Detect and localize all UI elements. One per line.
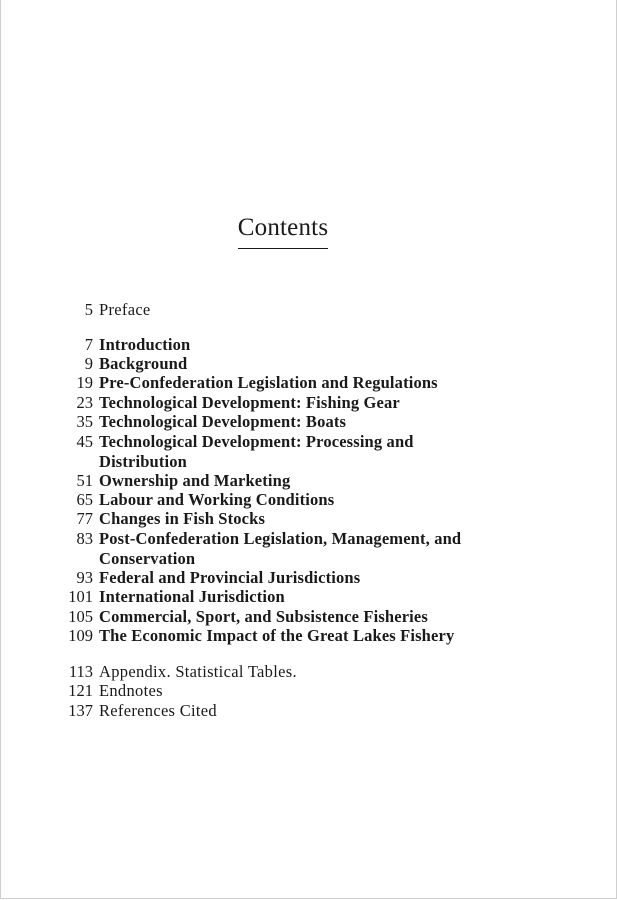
toc-entry-label: Pre-Confederation Legislation and Regulations [99,373,438,392]
toc-page-number: 35 [76,412,93,431]
toc-entry-label: Endnotes [99,681,163,700]
toc-page-number: 121 [68,681,93,700]
page-title: Contents [237,214,329,241]
toc-entry-label: Background [99,354,188,373]
toc-page-number: 101 [68,587,93,606]
toc-entry-label: International Jurisdiction [99,587,285,606]
toc-page-number: 51 [76,471,93,490]
toc-page-number: 93 [76,568,93,587]
toc-entry-label: Post-Confederation Legislation, Management, and Conservation [99,529,462,568]
table-of-contents [1,0,617,900]
toc-page-number: 83 [76,529,93,548]
toc-entry-label: Preface [99,300,151,319]
toc-page-number: 137 [68,701,93,720]
toc-page-number: 77 [76,509,93,528]
toc-page-number: 45 [76,432,93,451]
toc-entry-label: The Economic Impact of the Great Lakes Fishery [99,626,455,645]
toc-page-number: 109 [68,626,93,645]
toc-entry-label: Technological Development: Fishing Gear [99,393,400,412]
toc-page-number: 65 [76,490,93,509]
toc-page-number: 7 [84,335,93,354]
toc-page-number: 113 [68,662,93,681]
toc-page-number: 5 [84,300,93,319]
toc-page-number: 23 [76,393,93,412]
toc-page-number: 9 [84,354,93,373]
toc-entry-label: Commercial, Sport, and Subsistence Fisheries [99,607,428,626]
toc-entry-label: Labour and Working Conditions [99,490,335,509]
toc-entry-label: Technological Development: Processing and Distribution [99,432,414,471]
toc-entry-label: Introduction [99,335,191,354]
toc-entry-label: Appendix. Statistical Tables. [99,662,297,681]
toc-entry-label: Changes in Fish Stocks [99,509,266,528]
toc-entry-label: Federal and Provincial Jurisdictions [99,568,361,587]
toc-page-number: 19 [76,373,93,392]
toc-entry-label: References Cited [99,701,217,720]
toc-page-number: 105 [68,607,93,626]
toc-entry-label: Technological Development: Boats [99,412,347,431]
toc-entry-label: Ownership and Marketing [99,471,291,490]
